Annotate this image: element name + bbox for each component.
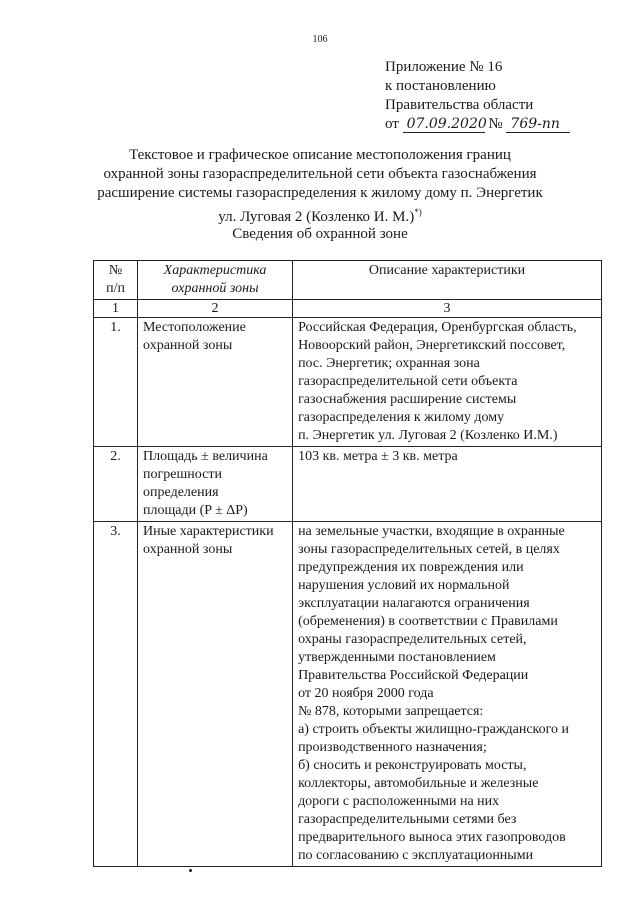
footnote-mark: *) [414,207,422,217]
appendix-line-1: Приложение № 16 [385,59,503,75]
table-header-row [94,261,602,300]
appendix-date-line [385,115,570,134]
table-row [94,522,602,867]
title-line-2: охранной зоны газораспределительной сети объекта газоснабжения [103,166,537,182]
row-description: Российская Федерация, Оренбургская область, Новоорский район, Энергетикский поссовет, пос. Энергетик; охранная зона газораспределительной сети объекта газоснабжения расширение системы газораспределения к жилому дому п. Энергетик ул. Луговая 2 (Козленко И.М.) [293,318,602,447]
row-name: Площадь ± величина погрешности определения площади (P ± ΔP) [138,447,293,522]
title-line-4-wrap [80,203,560,227]
column-number: 2 [138,300,293,318]
section-subtitle: Сведения об охранной зоне [232,226,408,242]
column-number: 3 [293,300,602,318]
title-line-1: Текстовое и графическое описание местоположения границ [129,147,511,163]
from-label: от [385,116,399,132]
row-name: Иные характеристики охранной зоны [138,522,293,867]
handwritten-number: 769-пп [506,117,570,133]
table-row [94,447,602,522]
header-characteristic: Характеристика охранной зоны [138,261,293,300]
page-number: 106 [312,34,328,45]
zone-info-table [93,260,602,867]
row-name: Местоположение охранной зоны [138,318,293,447]
column-number-row [94,300,602,318]
appendix-line-3: Правительства области [385,97,534,113]
appendix-line-2: к постановлению [385,78,496,94]
table-row [94,318,602,447]
row-number: 1. [94,318,138,447]
handwritten-date: 07.09.2020 [403,117,485,133]
row-description: на земельные участки, входящие в охранные зоны газораспределительных сетей, в целях предупреждения их повреждения или нарушения условий их нормальной эксплуатации налагаются ограничения (обременения) в соответствии с Правилами охраны газораспределительных сетей, утвержденными постановлением Правительства Российской Федерации от 20 ноября 2000 года № 878, которыми запрещается: а) строить объекты жилищно-гражданского и производственного назначения; б) сносить и реконструировать мосты, коллекторы, автомобильные и железные дороги с расположенными на них газораспределительными сетями без предварительного выноса этих газопроводов по согласованию с эксплуатационными [293,522,602,867]
number-label: № [488,116,503,132]
title-line-4: ул. Луговая 2 (Козленко И. М.) [218,209,415,225]
appendix-block [385,58,570,134]
row-number: 2. [94,447,138,522]
title-line-3: расширение системы газораспределения к жилому дому п. Энергетик [97,185,543,201]
row-number: 3. [94,522,138,867]
row-description: 103 кв. метра ± 3 кв. метра [293,447,602,522]
header-description: Описание характеристики [293,261,602,300]
header-number: № п/п [94,261,138,300]
scan-dot [189,869,192,872]
column-number: 1 [94,300,138,318]
document-title [80,146,560,227]
